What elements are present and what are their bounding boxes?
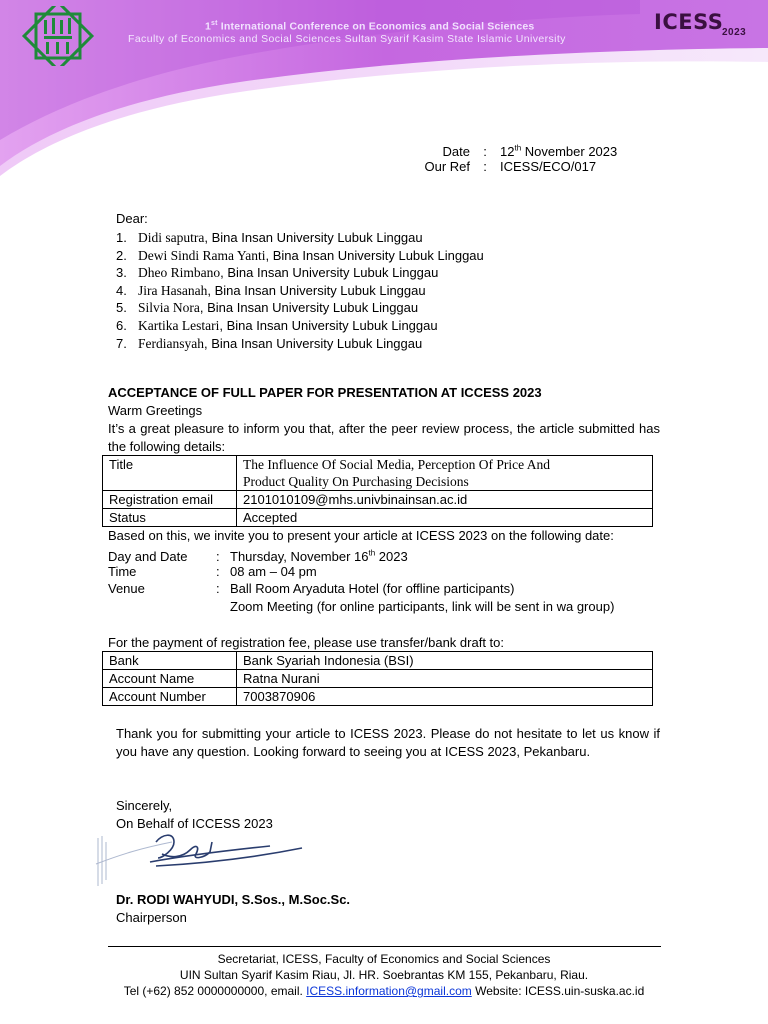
author-name: Ferdiansyah: [138, 335, 204, 351]
table-row: [103, 688, 653, 706]
ref-label: Our Ref: [424, 159, 470, 174]
list-item: 5. Silvia Nora, Bina Insan University Lubuk Linggau: [116, 300, 419, 316]
table-row: [103, 670, 653, 688]
account-name-value: Ratna Nurani: [237, 670, 653, 688]
payment-intro: For the payment of registration fee, please use transfer/bank draft to:: [108, 635, 504, 650]
conference-title: 1st International Conference on Economics and Social Sciences: [205, 20, 535, 33]
author-name: Dewi Sindi Rama Yanti: [138, 247, 266, 263]
salutation: Dear:: [116, 211, 148, 226]
schedule-venue-row: Venue : Ball Room Aryaduta Hotel (for offline participants): [108, 581, 515, 597]
signer-name: Dr. RODI WAHYUDI, S.Sos., M.Soc.Sc.: [116, 892, 351, 907]
list-item: 7. Ferdiansyah, Bina Insan University Lubuk Linggau: [116, 335, 423, 351]
author-list: [116, 229, 484, 352]
author-affiliation: , Bina Insan University Lubuk Linggau: [207, 282, 426, 298]
email-label: Registration email: [103, 491, 237, 509]
letterhead: [0, 0, 768, 180]
footer-divider: [108, 946, 661, 947]
schedule-venue-value-2: Zoom Meeting (for online participants, link will be sent in wa group): [230, 598, 615, 614]
status-label: Status: [103, 509, 237, 527]
email-value: 2101010109@mhs.univbinainsan.ac.id: [237, 491, 653, 509]
author-name: Didi saputra: [138, 230, 205, 245]
on-behalf: On Behalf of ICCESS 2023: [116, 816, 273, 831]
schedule: [108, 545, 614, 615]
author-affiliation: , Bina Insan University Lubuk Linggau: [199, 300, 419, 316]
date-label: Date: [442, 144, 470, 160]
author-affiliation: , Bina Insan University Lubuk Linggau: [203, 335, 423, 351]
brand-name: ICESS: [654, 10, 724, 34]
author-affiliation: , Bina Insan University Lubuk Linggau: [204, 230, 423, 245]
bank-details-table: [102, 651, 653, 706]
bank-label: Bank: [103, 652, 237, 670]
date-value: 12th November 2023: [500, 144, 618, 160]
signature-image: [92, 828, 312, 890]
greeting: Warm Greetings: [108, 403, 203, 418]
footer-email-link[interactable]: ICESS.information@gmail.com: [306, 984, 472, 998]
intro-paragraph: It’s a great pleasure to inform you that, after the peer review process, the article submitted has the following details:: [108, 421, 660, 454]
ref-value: ICESS/ECO/017: [500, 159, 597, 174]
account-number-label: Account Number: [103, 688, 237, 706]
footer-line-2: UIN Sultan Syarif Kasim Riau, Jl. HR. Soebrantas KM 155, Pekanbaru, Riau.: [179, 968, 589, 982]
schedule-time-value: 08 am – 04 pm: [230, 563, 317, 579]
ref-row: Our Ref : ICESS/ECO/017: [400, 158, 617, 176]
footer-line-1: Secretariat, ICESS, Faculty of Economics and Social Sciences: [217, 952, 551, 966]
schedule-venue-value: Ball Room Aryaduta Hotel (for offline participants): [230, 581, 515, 597]
date-row: Date : 12th November 2023: [400, 140, 617, 158]
footer-line-3: Tel (+62) 852 0000000000, email. ICESS.information@gmail.com Website: ICESS.uin-suska.ac.id: [123, 984, 645, 998]
schedule-day-row: Day and Date : Thursday, November 16th 2023: [108, 549, 408, 565]
author-affiliation: , Bina Insan University Lubuk Linggau: [265, 247, 484, 263]
table-row: [103, 652, 653, 670]
title-value: The Influence Of Social Media, Perception Of Price And Product Quality On Purchasing Decisions: [237, 456, 653, 491]
faculty-subtitle: Faculty of Economics and Social Sciences Sultan Syarif Kasim State Islamic University: [128, 33, 566, 45]
brand-year: 2023: [722, 27, 747, 38]
list-item: 4. Jira Hasanah, Bina Insan University Lubuk Linggau: [116, 282, 426, 298]
account-name-label: Account Name: [103, 670, 237, 688]
university-logo: [12, 6, 106, 66]
schedule-venue-row-2: [108, 598, 614, 616]
closing-paragraph: Thank you for submitting your article to ICESS 2023. Please do not hesitate to let us know if you have any question. Looking forward to seeing you at ICESS 2023, Pekanbaru.: [116, 726, 660, 759]
list-item: 6. Kartika Lestari, Bina Insan University Lubuk Linggau: [116, 317, 438, 333]
signer-role: Chairperson: [116, 910, 187, 925]
schedule-time-row: Time : 08 am – 04 pm: [108, 563, 317, 579]
author-name: Kartika Lestari: [138, 317, 220, 333]
paper-details-table: [102, 455, 653, 527]
status-value: Accepted: [237, 509, 653, 527]
letter-meta: [400, 140, 617, 176]
table-row: [103, 491, 653, 509]
author-affiliation: , Bina Insan University Lubuk Linggau: [219, 317, 438, 333]
list-item: 2. Dewi Sindi Rama Yanti, Bina Insan University Lubuk Linggau: [116, 247, 484, 263]
author-name: Jira Hasanah: [138, 282, 208, 298]
table-row: [103, 456, 653, 491]
list-item: 1. Didi saputra, Bina Insan University Lubuk Linggau: [116, 230, 423, 245]
author-affiliation: , Bina Insan University Lubuk Linggau: [220, 265, 439, 281]
list-item: 3. Dheo Rimbano, Bina Insan University Lubuk Linggau: [116, 265, 439, 281]
table-row: [103, 509, 653, 527]
schedule-day-value: Thursday, November 16th 2023: [230, 549, 408, 565]
title-label: Title: [103, 456, 237, 491]
bank-value: Bank Syariah Indonesia (BSI): [237, 652, 653, 670]
letter-heading: ACCEPTANCE OF FULL PAPER FOR PRESENTATION AT ICCESS 2023: [108, 385, 542, 400]
account-number-value: 7003870906: [237, 688, 653, 706]
author-name: Silvia Nora: [138, 300, 200, 316]
invite-text: Based on this, we invite you to present your article at ICESS 2023 on the following date:: [108, 528, 614, 543]
sincerely: Sincerely,: [116, 798, 173, 813]
author-name: Dheo Rimbano: [138, 265, 221, 281]
